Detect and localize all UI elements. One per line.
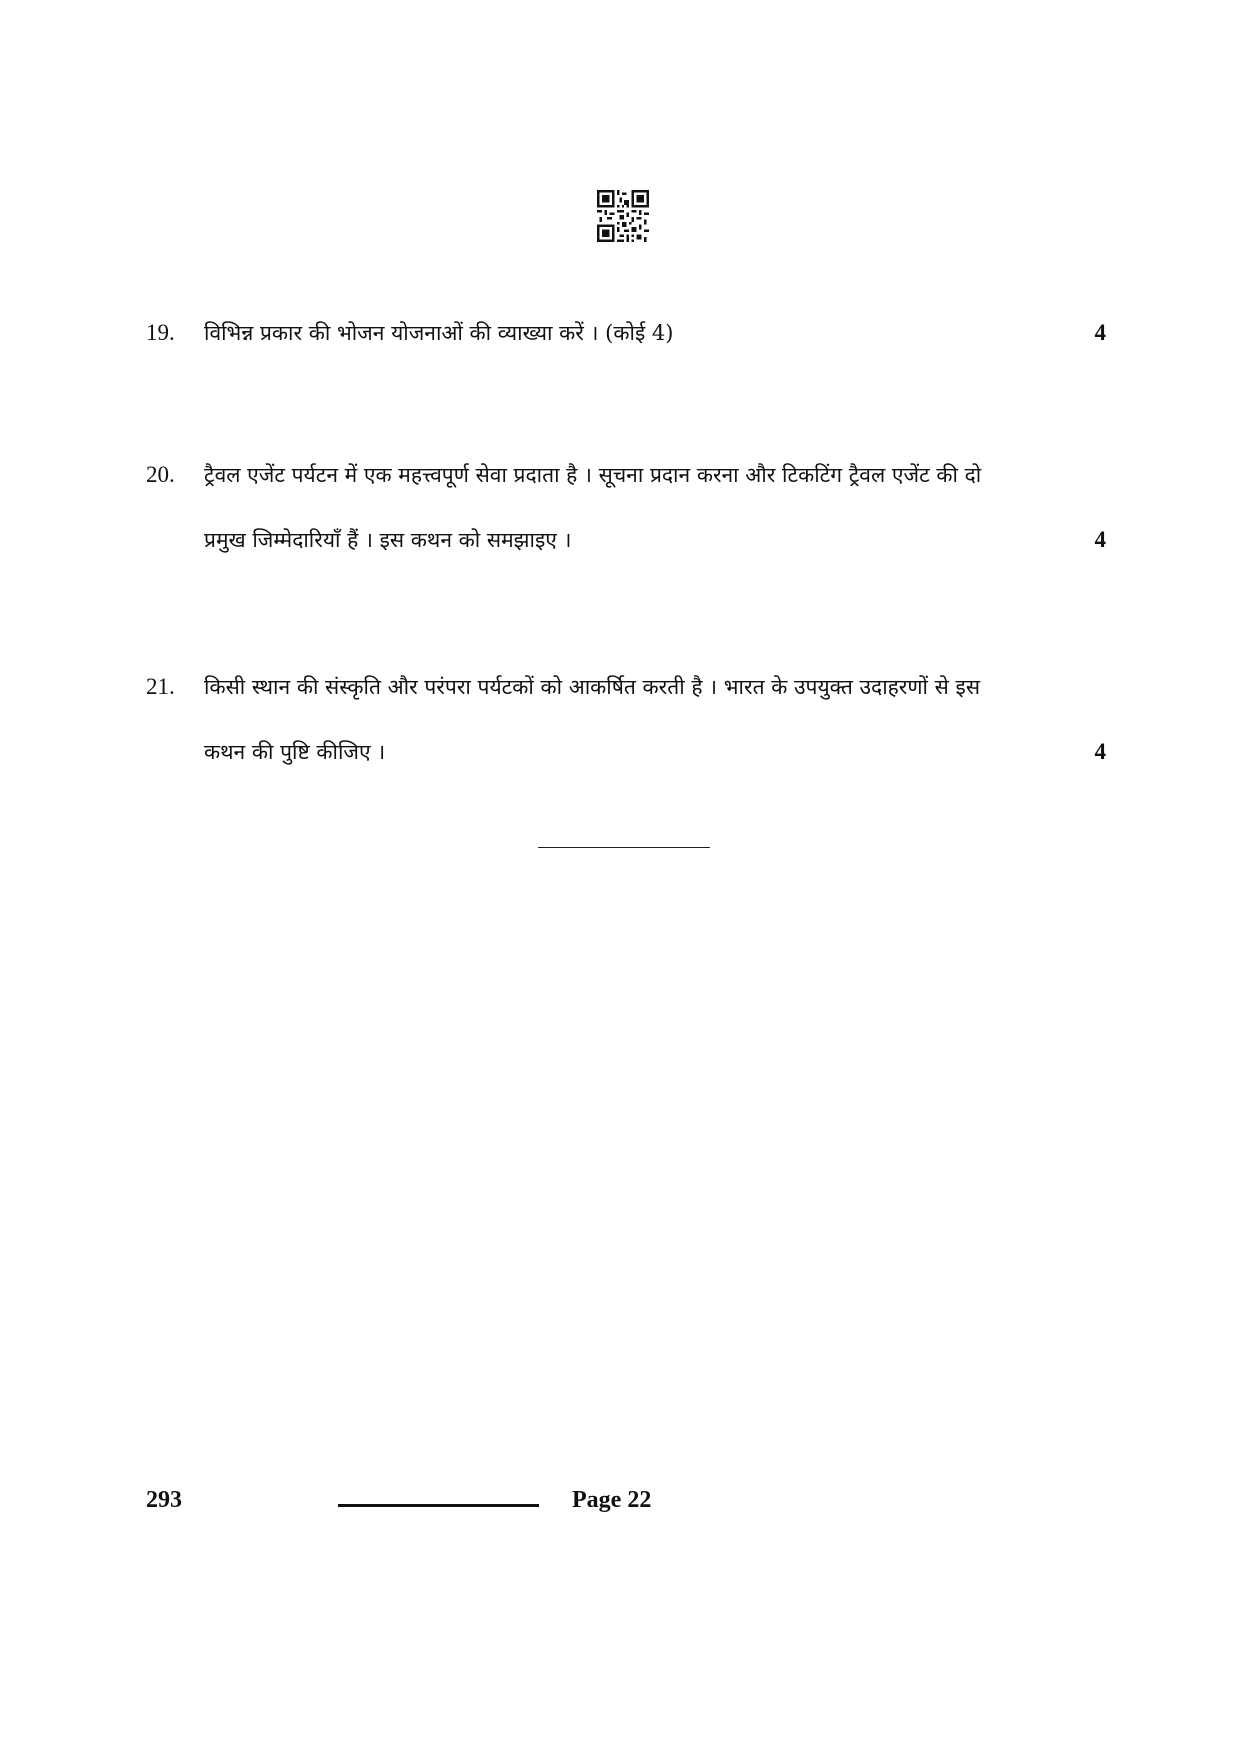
question-19 (146, 318, 1106, 348)
paper-code: 293 (146, 1487, 182, 1513)
question-marks: 4 (1094, 320, 1106, 345)
question-text: विभिन्न प्रकार की भोजन योजनाओं की व्याख्या करें । (कोई 4) (204, 321, 674, 345)
footer-divider (338, 1504, 539, 1507)
question-text: किसी स्थान की संस्कृति और परंपरा पर्यटकों को आकर्षित करती है । भारत के उपयुक्त उदाहरणों से इस (204, 675, 981, 699)
question-text: ट्रैवल एजेंट पर्यटन में एक महत्त्वपूर्ण सेवा प्रदाता है । सूचना प्रदान करना और टिकटिंग ट्रैवल एजेंट की दो (204, 463, 982, 487)
qr-code-icon (597, 190, 649, 242)
question-marks: 4 (1094, 739, 1106, 764)
question-number: 21. (146, 674, 175, 699)
page-number: Page 22 (572, 1487, 652, 1513)
question-21 (146, 672, 1106, 767)
end-of-paper-divider (538, 847, 710, 848)
question-text-continued: प्रमुख जिम्मेदारियाँ हैं । इस कथन को समझाइए । (204, 528, 572, 552)
question-20 (146, 460, 1106, 555)
question-marks: 4 (1094, 527, 1106, 552)
question-number: 20. (146, 462, 175, 487)
question-number: 19. (146, 320, 175, 345)
question-text-continued: कथन की पुष्टि कीजिए । (204, 740, 386, 764)
